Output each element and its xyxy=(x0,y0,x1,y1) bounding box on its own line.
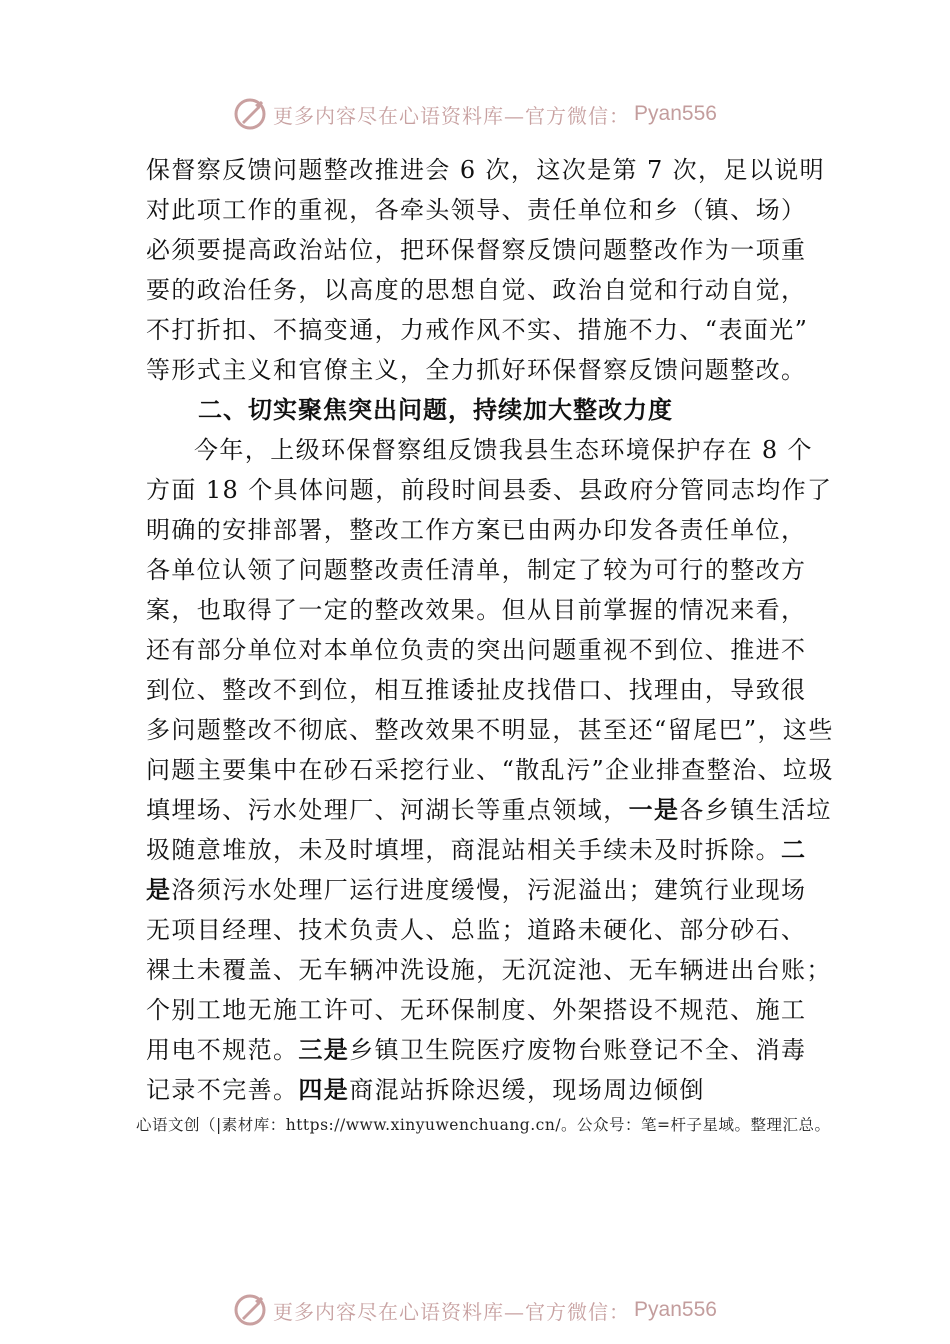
source-note: 心语文创（|素材库：https://www.xinyuwenchuang.cn/。公众号：笔=杆子星域。整理汇总。 xyxy=(136,1116,831,1134)
bold-marker: 一是 xyxy=(628,795,680,824)
text-line: 裸土未覆盖、无车辆冲洗设施，无沉淀池、无车辆进出台账； xyxy=(146,956,832,984)
pen-logo-icon xyxy=(233,97,267,131)
text-run: 填埋场、污水处理厂、河湖长等重点领域， xyxy=(146,796,629,824)
section-heading: 二、切实聚焦突出问题，持续加大整改力度 xyxy=(198,396,673,424)
banner-text: 更多内容尽在心语资料库—官方微信： xyxy=(273,103,631,128)
text-line xyxy=(146,790,832,830)
text-run: 乡镇卫生院医疗废物台账登记不全、消毒 xyxy=(349,1036,807,1064)
text-line xyxy=(146,870,806,910)
footer-banner xyxy=(0,1290,950,1330)
banner-text: 更多内容尽在心语资料库—官方微信： xyxy=(273,1299,631,1324)
text-run: 各乡镇生活垃 xyxy=(679,796,832,824)
text-line: 明确的安排部署，整改工作方案已由两办印发各责任单位， xyxy=(146,516,807,544)
document-body xyxy=(146,150,834,1110)
header-banner xyxy=(0,94,950,134)
text-line: 要的政治任务，以高度的思想自觉、政治自觉和行动自觉， xyxy=(146,276,807,304)
text-line: 到位、整改不到位，相互推诿扯皮找借口、找理由，导致很 xyxy=(146,676,807,704)
banner-wechat-id: Pyan556 xyxy=(634,1298,717,1321)
text-run: 洛须污水处理厂运行进度缓慢，污泥溢出；建筑行业现场 xyxy=(171,876,807,904)
text-line: 今年，上级环保督察组反馈我县生态环境保护存在 8 个 xyxy=(194,436,813,464)
text-line: 个别工地无施工许可、无环保制度、外架搭设不规范、施工 xyxy=(146,996,807,1024)
text-line: 问题主要集中在砂石采挖行业、“散乱污”企业排查整治、垃圾 xyxy=(146,756,834,784)
text-line: 等形式主义和官僚主义，全力抓好环保督察反馈问题整改。 xyxy=(146,356,807,384)
text-line: 方面 18 个具体问题，前段时间县委、县政府分管同志均作了 xyxy=(146,476,833,504)
bold-marker: 三是 xyxy=(298,1035,350,1064)
text-line: 对此项工作的重视，各牵头领导、责任单位和乡（镇、场） xyxy=(146,196,807,224)
text-line: 无项目经理、技术负责人、总监；道路未硬化、部分砂石、 xyxy=(146,916,807,944)
bold-marker: 四是 xyxy=(298,1075,350,1104)
text-line xyxy=(146,830,806,870)
text-line: 保督察反馈问题整改推进会 6 次，这次是第 7 次，足以说明 xyxy=(146,156,826,184)
text-run: 圾随意堆放，未及时填埋，商混站相关手续未及时拆除。 xyxy=(146,836,781,864)
text-line: 多问题整改不彻底、整改效果不明显，甚至还“留尾巴”，这些 xyxy=(146,716,834,744)
text-line: 必须要提高政治站位，把环保督察反馈问题整改作为一项重 xyxy=(146,236,807,264)
banner-wechat-id: Pyan556 xyxy=(634,102,717,125)
text-line: 各单位认领了问题整改责任清单，制定了较为可行的整改方 xyxy=(146,556,807,584)
bold-marker: 二 xyxy=(781,835,807,864)
text-line: 案，也取得了一定的整改效果。但从目前掌握的情况来看， xyxy=(146,596,807,624)
text-run: 商混站拆除迟缓，现场周边倾倒 xyxy=(349,1076,705,1104)
text-run: 用电不规范。 xyxy=(146,1036,299,1064)
text-line: 还有部分单位对本单位负责的突出问题重视不到位、推进不 xyxy=(146,636,807,664)
text-line: 不打折扣、不搞变通，力戒作风不实、措施不力、“表面光” xyxy=(146,316,809,344)
text-line xyxy=(146,1030,806,1070)
text-run: 记录不完善。 xyxy=(146,1076,299,1104)
pen-logo-icon xyxy=(233,1293,267,1327)
text-line xyxy=(146,1070,806,1110)
bold-marker: 是 xyxy=(146,875,172,904)
